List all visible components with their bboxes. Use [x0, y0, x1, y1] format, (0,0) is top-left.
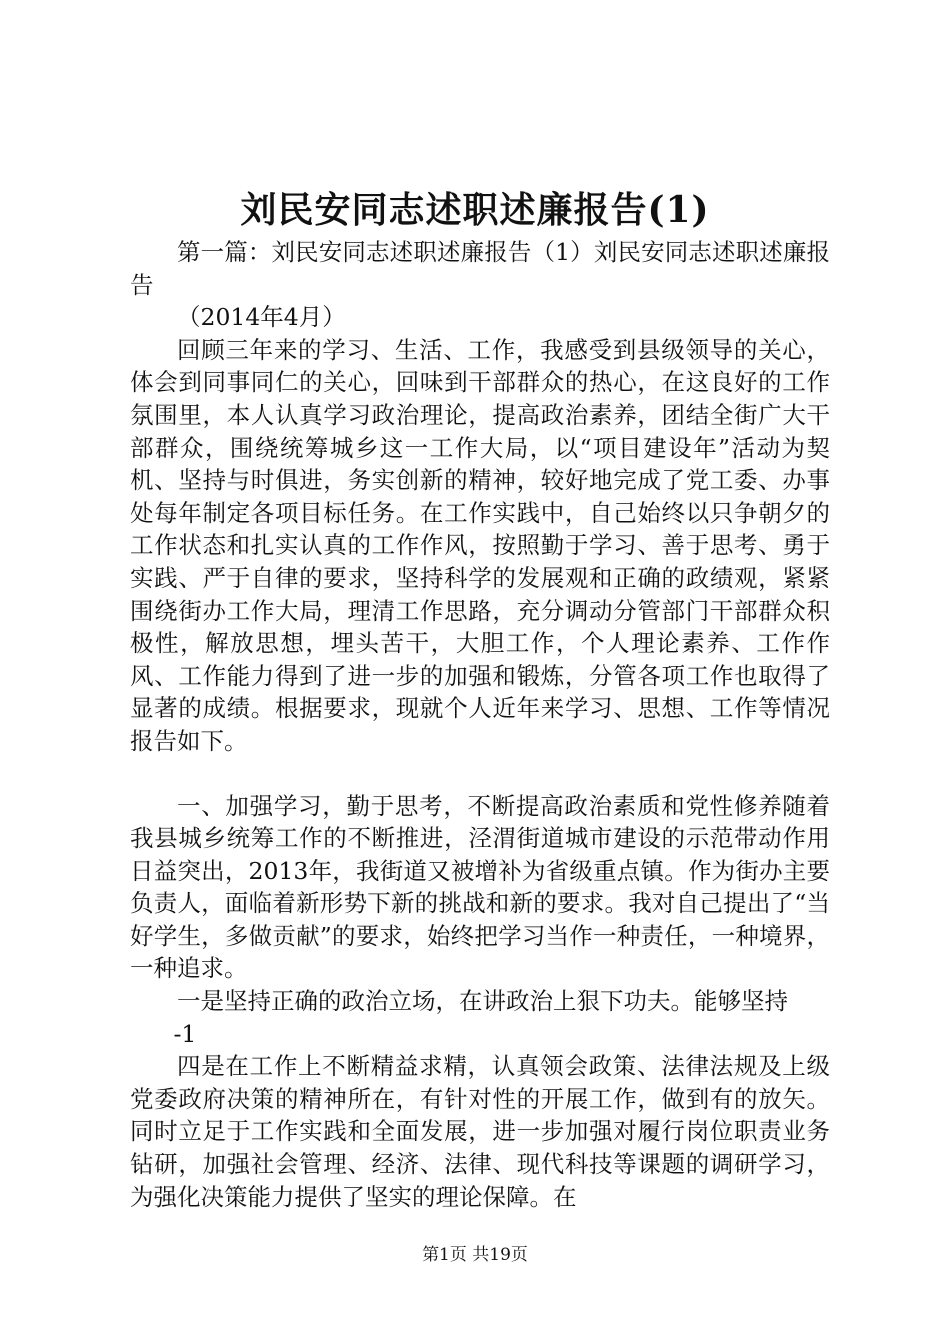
- paragraph-review: 回顾三年来的学习、生活、工作，我感受到县级领导的关心，体会到同事同仁的关心，回味到干部群众的热心，在这良好的工作氛围里，本人认真学习政治理论，提高政治素养，团结全街广大干部群众，围绕统筹城乡这一工作大局，以“项目建设年”活动为契机、坚持与时俱进，务实创新的精神，较好地完成了党工委、办事处每年制定各项目标任务。在工作实践中，自己始终以只争朝夕的工作状态和扎实认真的工作作风，按照勤于学习、善于思考、勇于实践、严于自律的要求，坚持科学的发展观和正确的政绩观，紧紧围绕街办工作大局，理清工作思路，充分调动分管部门干部群众积极性，解放思想，埋头苦干，大胆工作，个人理论素养、工作作风、工作能力得到了进一步的加强和锻炼，分管各项工作也取得了显著的成绩。根据要求，现就个人近年来学习、思想、工作等情况报告如下。: [130, 335, 830, 755]
- paragraph-point-one: 一是坚持正确的政治立场，在讲政治上狠下功夫。能够坚持: [177, 987, 788, 1016]
- page-break-marker: -1: [173, 1019, 197, 1048]
- page-number-footer: 第1页 共19页: [422, 1245, 528, 1265]
- paragraph-heading: 第一篇：刘民安同志述职述廉报告（1）刘民安同志述职述廉报告: [130, 238, 830, 299]
- paragraph-point-four: 四是在工作上不断精益求精，认真领会政策、法律法规及上级党委政府决策的精神所在，有针对性的开展工作，做到有的放矢。同时立足于工作实践和全面发展，进一步加强对履行岗位职责业务钻研，加强社会管理、经济、法律、现代科技等课题的调研学习，为强化决策能力提供了坚实的理论保障。在: [130, 1052, 830, 1211]
- document-title: 刘民安同志述职述廉报告(1): [240, 189, 710, 231]
- document-body: [130, 236, 830, 1213]
- paragraph-date: （2014年4月）: [177, 303, 346, 332]
- paragraph-section-one: 一、加强学习，勤于思考，不断提高政治素质和党性修养随着我县城乡统筹工作的不断推进，泾渭街道城市建设的示范带动作用日益突出，2013年，我街道又被增补为省级重点镇。作为街办主要负责人，面临着新形势下新的挑战和新的要求。我对自己提出了“当好学生，多做贡献”的要求，始终把学习当作一种责任，一种境界，一种追求。: [130, 791, 830, 983]
